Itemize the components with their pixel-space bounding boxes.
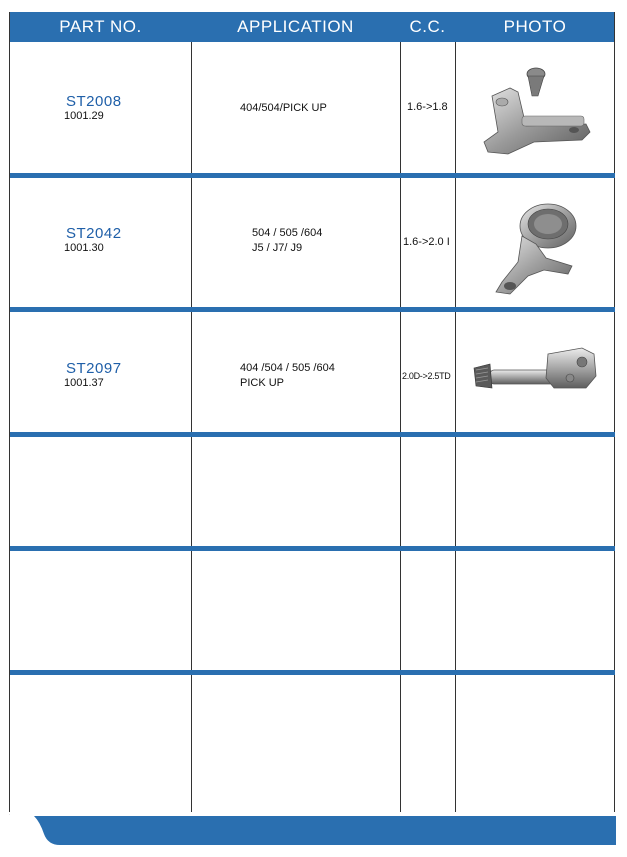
column-divider-part: [191, 42, 192, 815]
row-separator: [10, 173, 615, 178]
header-application: APPLICATION: [237, 17, 354, 36]
table-right-border: [614, 12, 615, 815]
header-part-no: PART NO.: [59, 17, 142, 36]
header-cc: C.C.: [409, 17, 446, 36]
application-line: J5 / J7/ J9: [252, 242, 303, 254]
cc-value: 1.6->2.0 I: [403, 236, 450, 248]
row-separator: [10, 670, 615, 675]
part-number: ST2042: [66, 225, 122, 242]
oil-pump-elbow-photo: [474, 62, 594, 158]
application-line: PICK UP: [240, 377, 285, 389]
footer-band: [0, 812, 627, 857]
header-photo: PHOTO: [503, 17, 567, 36]
column-divider-cc: [455, 42, 456, 815]
table-left-border: [9, 12, 10, 815]
column-divider-application: [400, 42, 401, 815]
application-line: 504 / 505 /604: [252, 227, 323, 239]
row-separator: [10, 307, 615, 312]
oil-pump-strainer-photo: [488, 196, 580, 296]
part-reference: 1001.29: [64, 110, 104, 122]
table-header: [10, 12, 615, 42]
part-number: ST2008: [66, 93, 122, 110]
part-reference: 1001.30: [64, 242, 104, 254]
row-separator: [10, 432, 615, 437]
cc-value: 2.0D->2.5TD: [402, 371, 451, 381]
application-line: 404 /504 / 505 /604: [240, 362, 335, 374]
application-line: 404/504/PICK UP: [240, 102, 327, 114]
row-separator: [10, 546, 615, 551]
part-number: ST2097: [66, 360, 122, 377]
part-reference: 1001.37: [64, 377, 104, 389]
oil-pump-gear-photo: [470, 344, 600, 398]
cc-value: 1.6->1.8: [407, 101, 448, 113]
